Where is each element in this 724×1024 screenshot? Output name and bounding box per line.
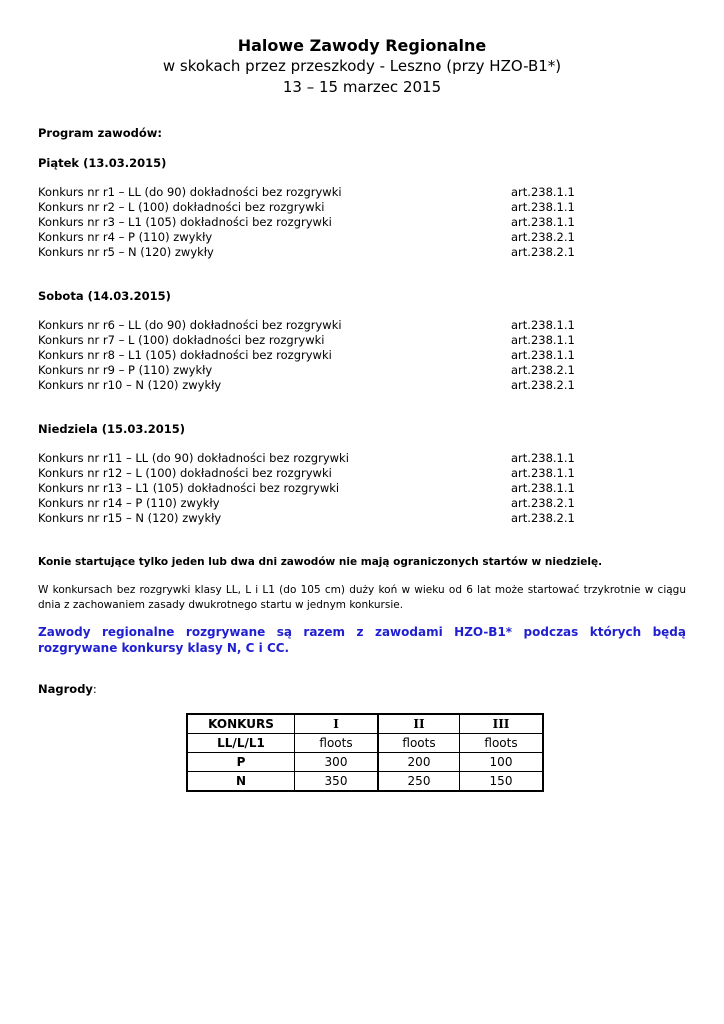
table-cell: P xyxy=(187,753,295,772)
class-row xyxy=(38,511,598,526)
table-cell: floots xyxy=(295,734,379,753)
note-start-rules: W konkursach bez rozgrywki klasy LL, L i L1 (do 105 cm) duży koń w wieku od 6 lat może startować trzykrotnie w ciągu dnia z zachowaniem zasady dwukrotnego startu w jednym konkursie. xyxy=(38,584,686,611)
prizes-heading xyxy=(38,682,97,696)
table-header-cell: II xyxy=(378,714,460,734)
table-cell: 150 xyxy=(460,772,544,792)
class-article: art.238.1.1 xyxy=(511,318,575,332)
table-row xyxy=(187,772,543,792)
class-article: art.238.1.1 xyxy=(511,215,575,229)
class-article: art.238.2.1 xyxy=(511,245,575,259)
class-name: Konkurs nr r2 – L (100) dokładności bez rozgrywki xyxy=(38,200,325,214)
table-cell: 350 xyxy=(295,772,379,792)
class-name: Konkurs nr r9 – P (110) zwykły xyxy=(38,363,213,377)
event-dates: 13 – 15 marzec 2015 xyxy=(282,78,442,96)
class-name: Konkurs nr r15 – N (120) zwykły xyxy=(38,511,222,525)
class-name: Konkurs nr r6 – LL (do 90) dokładności bez rozgrywki xyxy=(38,318,342,332)
prize-table xyxy=(186,713,544,792)
table-header-row xyxy=(187,714,543,734)
day-heading-friday: Piątek (13.03.2015) xyxy=(38,156,167,170)
class-name: Konkurs nr r7 – L (100) dokładności bez rozgrywki xyxy=(38,333,325,347)
table-row xyxy=(187,753,543,772)
class-article: art.238.2.1 xyxy=(511,511,575,525)
class-row xyxy=(38,185,598,200)
page-subtitle: w skokach przez przeszkody - Leszno (przy HZO-B1*) xyxy=(162,57,562,75)
day-heading-saturday: Sobota (14.03.2015) xyxy=(38,289,171,303)
class-article: art.238.1.1 xyxy=(511,466,575,480)
table-cell: 300 xyxy=(295,753,379,772)
page-title: Halowe Zawody Regionalne xyxy=(237,36,487,55)
class-article: art.238.2.1 xyxy=(511,496,575,510)
class-article: art.238.2.1 xyxy=(511,363,575,377)
table-cell: LL/L/L1 xyxy=(187,734,295,753)
table-cell: floots xyxy=(378,734,460,753)
prizes-label: Nagrody xyxy=(38,682,93,696)
class-row xyxy=(38,348,598,363)
class-article: art.238.2.1 xyxy=(511,230,575,244)
class-row xyxy=(38,245,598,260)
class-row xyxy=(38,318,598,333)
class-row xyxy=(38,230,598,245)
class-row xyxy=(38,363,598,378)
class-article: art.238.1.1 xyxy=(511,185,575,199)
program-heading: Program zawodów: xyxy=(38,126,162,140)
table-cell: 250 xyxy=(378,772,460,792)
class-article: art.238.1.1 xyxy=(511,348,575,362)
table-cell: N xyxy=(187,772,295,792)
class-row xyxy=(38,466,598,481)
class-article: art.238.1.1 xyxy=(511,200,575,214)
day-heading-sunday: Niedziela (15.03.2015) xyxy=(38,422,186,436)
note-hzo-info: Zawody regionalne rozgrywane są razem z zawodami HZO-B1* podczas których będą rozgrywane konkursy klasy N, C i CC. xyxy=(38,625,686,655)
class-article: art.238.2.1 xyxy=(511,378,575,392)
class-name: Konkurs nr r5 – N (120) zwykły xyxy=(38,245,214,259)
table-cell: floots xyxy=(460,734,544,753)
class-name: Konkurs nr r10 – N (120) zwykły xyxy=(38,378,222,392)
class-name: Konkurs nr r1 – LL (do 90) dokładności bez rozgrywki xyxy=(38,185,342,199)
class-row xyxy=(38,200,598,215)
class-row xyxy=(38,481,598,496)
class-row xyxy=(38,333,598,348)
class-name: Konkurs nr r11 – LL (do 90) dokładności bez rozgrywki xyxy=(38,451,349,465)
class-article: art.238.1.1 xyxy=(511,333,575,347)
class-row xyxy=(38,378,598,393)
class-name: Konkurs nr r12 – L (100) dokładności bez rozgrywki xyxy=(38,466,332,480)
class-row xyxy=(38,451,598,466)
class-name: Konkurs nr r8 – L1 (105) dokładności bez rozgrywki xyxy=(38,348,332,362)
class-name: Konkurs nr r14 – P (110) zwykły xyxy=(38,496,220,510)
table-cell: 100 xyxy=(460,753,544,772)
prizes-colon: : xyxy=(92,682,97,696)
table-header-cell: KONKURS xyxy=(187,714,295,734)
table-cell: 200 xyxy=(378,753,460,772)
table-header-cell: III xyxy=(460,714,544,734)
class-name: Konkurs nr r4 – P (110) zwykły xyxy=(38,230,213,244)
class-row xyxy=(38,215,598,230)
class-row xyxy=(38,496,598,511)
table-row xyxy=(187,734,543,753)
class-name: Konkurs nr r3 – L1 (105) dokładności bez rozgrywki xyxy=(38,215,332,229)
note-start-limits: Konie startujące tylko jeden lub dwa dni zawodów nie mają ograniczonych startów w niedzielę. xyxy=(38,556,603,568)
class-name: Konkurs nr r13 – L1 (105) dokładności bez rozgrywki xyxy=(38,481,340,495)
table-header-cell: I xyxy=(295,714,379,734)
class-article: art.238.1.1 xyxy=(511,451,575,465)
class-article: art.238.1.1 xyxy=(511,481,575,495)
